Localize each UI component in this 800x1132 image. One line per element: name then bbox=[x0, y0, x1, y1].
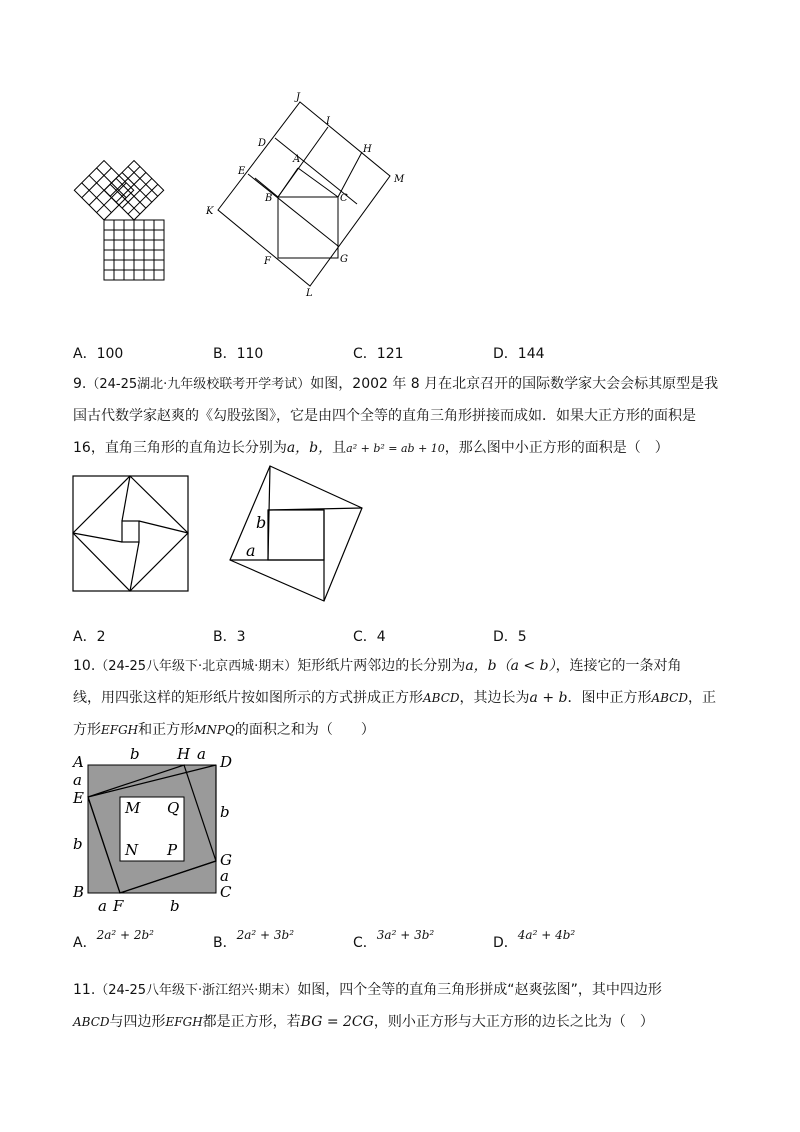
q8-grid-figure bbox=[60, 145, 200, 285]
option-value: 2 bbox=[96, 629, 106, 645]
label-H: H bbox=[177, 745, 191, 763]
q10-line-3 bbox=[73, 720, 375, 740]
q8-option-a[interactable] bbox=[73, 343, 123, 363]
label-a-top: a bbox=[197, 745, 206, 763]
question-source: （24-25八年级下·浙江绍兴·期末） bbox=[95, 983, 298, 998]
option-value: 110 bbox=[236, 346, 264, 362]
option-value: 5 bbox=[517, 629, 527, 645]
label-P: P bbox=[167, 841, 178, 859]
question-text: 都是正方形，若 bbox=[202, 1014, 301, 1030]
option-letter: A． bbox=[73, 629, 97, 645]
q9-line-1 bbox=[73, 374, 718, 395]
q9-option-d[interactable] bbox=[493, 626, 527, 646]
label-Q: Q bbox=[167, 799, 180, 817]
question-source: （24-25湖北·九年级校联考开学考试） bbox=[86, 377, 311, 392]
q11-line-2 bbox=[73, 1012, 654, 1032]
q9-figure-tilted bbox=[220, 458, 370, 608]
variables: ABCD bbox=[73, 1015, 110, 1029]
option-value: 100 bbox=[96, 346, 124, 362]
q9-option-b[interactable] bbox=[213, 626, 246, 646]
q10-option-c[interactable] bbox=[353, 928, 435, 952]
question-text: 且 bbox=[332, 440, 347, 456]
q8-option-d[interactable] bbox=[493, 343, 545, 363]
option-value: 3a² + 3b² bbox=[376, 928, 435, 942]
label-B: B bbox=[265, 193, 273, 204]
label-E: E bbox=[73, 789, 84, 807]
question-text: 与四边形 bbox=[109, 1014, 166, 1030]
question-text: ，连接它的一条对角 bbox=[555, 658, 682, 674]
q9-figure-square bbox=[72, 475, 190, 595]
option-letter: B． bbox=[213, 935, 237, 951]
q9-option-a[interactable] bbox=[73, 626, 106, 646]
q10-option-d[interactable] bbox=[493, 928, 576, 952]
option-value: 2a² + 3b² bbox=[236, 928, 295, 942]
label-H: H bbox=[363, 144, 372, 155]
label-A: A bbox=[73, 753, 84, 771]
variables: a + b bbox=[529, 690, 568, 706]
question-text: ，正 bbox=[687, 690, 716, 706]
q10-figure bbox=[65, 745, 245, 915]
question-text: ，那么图中小正方形的面积是（ ） bbox=[444, 440, 669, 456]
label-E: E bbox=[238, 166, 246, 177]
question-text: ，其边长为 bbox=[459, 690, 530, 706]
question-text: 的面积之和为（ ） bbox=[234, 722, 375, 738]
label-a: a bbox=[246, 541, 256, 560]
option-value: 3 bbox=[236, 629, 246, 645]
label-D: D bbox=[258, 138, 267, 149]
option-letter: D． bbox=[493, 935, 518, 951]
variables: a，b， bbox=[286, 440, 333, 456]
variables: MNPQ bbox=[194, 723, 235, 737]
label-A: A bbox=[293, 154, 301, 165]
label-C: C bbox=[340, 193, 348, 204]
q10-line-1 bbox=[73, 656, 682, 677]
question-text: 矩形纸片两邻边的长分别为 bbox=[297, 658, 466, 674]
option-letter: D． bbox=[493, 346, 518, 362]
question-text: ．图中正方形 bbox=[567, 690, 652, 706]
q9-option-c[interactable] bbox=[353, 626, 386, 646]
option-letter: A． bbox=[73, 346, 97, 362]
label-a-bottom: a bbox=[98, 897, 107, 915]
option-value: 4a² + 4b² bbox=[517, 928, 576, 942]
formula: a² + b² = ab + 10 bbox=[346, 442, 445, 455]
option-letter: D． bbox=[493, 629, 518, 645]
question-text: 和正方形 bbox=[138, 722, 195, 738]
label-K: K bbox=[206, 206, 214, 217]
label-b-left: b bbox=[73, 835, 83, 853]
label-a-left: a bbox=[73, 771, 82, 789]
option-value: 144 bbox=[517, 346, 545, 362]
label-I: I bbox=[326, 116, 330, 127]
q10-option-a[interactable] bbox=[73, 928, 154, 952]
label-b: b bbox=[256, 513, 267, 532]
label-b-right: b bbox=[220, 803, 230, 821]
q10-option-b[interactable] bbox=[213, 928, 295, 952]
question-text: 16，直角三角形的直角边长分别为 bbox=[73, 440, 287, 456]
question-text: 如图，四个全等的直角三角形拼成“赵爽弦图”，其中四边形 bbox=[297, 982, 662, 998]
question-text: 线，用四张这样的矩形纸片按如图所示的方式拼成正方形 bbox=[73, 690, 423, 706]
question-number: 9. bbox=[73, 376, 87, 392]
question-text: 国古代数学家赵爽的《勾股弦图》，它是由四个全等的直角三角形拼接而成如．如果大正方形的面积是 bbox=[73, 408, 696, 424]
label-a-right: a bbox=[220, 867, 229, 885]
question-source: （24-25八年级下·北京西城·期末） bbox=[95, 659, 298, 674]
q10-line-2 bbox=[73, 688, 716, 708]
condition: BG = 2CG bbox=[300, 1014, 374, 1030]
label-b-top: b bbox=[130, 745, 140, 763]
option-letter: B． bbox=[213, 629, 237, 645]
label-L: L bbox=[306, 288, 313, 299]
option-value: 4 bbox=[376, 629, 386, 645]
option-letter: C． bbox=[353, 629, 377, 645]
option-value: 121 bbox=[376, 346, 404, 362]
q9-line-2 bbox=[73, 406, 696, 426]
question-number: 10. bbox=[73, 658, 96, 674]
q8-option-b[interactable] bbox=[213, 343, 263, 363]
q9-line-3 bbox=[73, 438, 669, 459]
label-G: G bbox=[340, 254, 348, 265]
option-letter: A． bbox=[73, 935, 97, 951]
option-letter: B． bbox=[213, 346, 237, 362]
question-number: 11. bbox=[73, 982, 96, 998]
label-N: N bbox=[125, 841, 139, 859]
label-D: D bbox=[220, 753, 233, 771]
label-b-bottom: b bbox=[170, 897, 180, 915]
label-C: C bbox=[220, 883, 232, 901]
label-F: F bbox=[264, 256, 271, 267]
variables: ABCD bbox=[651, 691, 688, 705]
label-F: F bbox=[113, 897, 124, 915]
option-value: 2a² + 2b² bbox=[96, 928, 154, 942]
option-letter: C． bbox=[353, 346, 377, 362]
variables: ABCD bbox=[423, 691, 460, 705]
q11-line-1 bbox=[73, 980, 662, 1001]
label-B: B bbox=[73, 883, 85, 901]
variables: EFGH bbox=[165, 1015, 203, 1029]
option-letter: C． bbox=[353, 935, 377, 951]
q8-option-c[interactable] bbox=[353, 343, 404, 363]
question-text: ，则小正方形与大正方形的边长之比为（ ） bbox=[373, 1014, 654, 1030]
label-J: J bbox=[296, 92, 301, 103]
variables: a，b（a < b） bbox=[465, 658, 556, 674]
question-text: 如图，2002 年 8 月在北京召开的国际数学家大会会标其原型是我 bbox=[310, 376, 719, 392]
variables: EFGH bbox=[101, 723, 139, 737]
label-M: M bbox=[394, 174, 405, 185]
label-G: G bbox=[220, 851, 232, 869]
label-M: M bbox=[125, 799, 141, 817]
q8-geometry-figure bbox=[200, 90, 420, 305]
question-text: 方形 bbox=[73, 722, 101, 738]
